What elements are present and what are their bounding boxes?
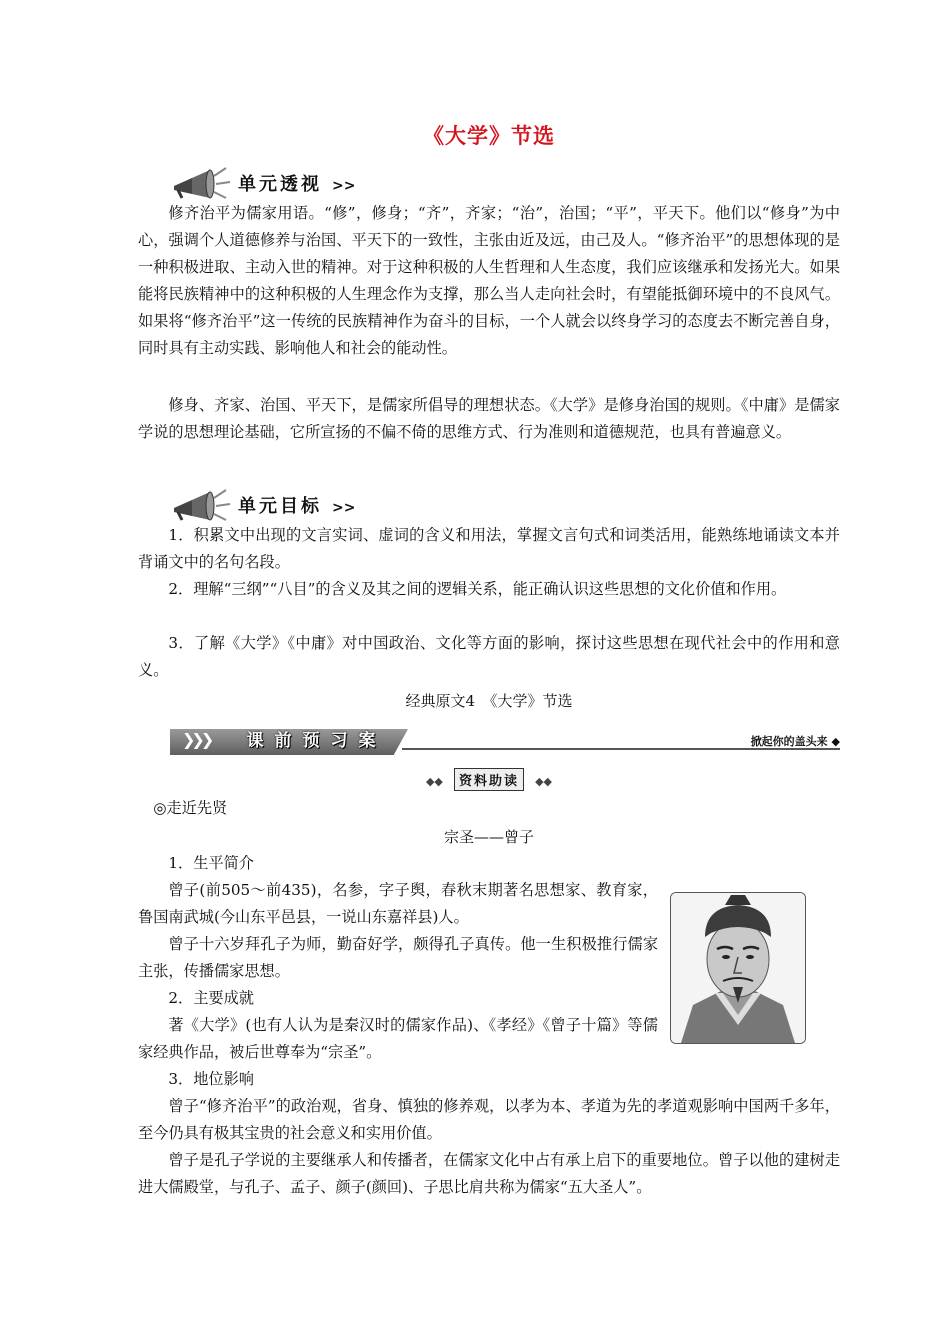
section-heading-arrows: >> xyxy=(332,178,356,194)
person-title: 宗圣——曾子 xyxy=(443,828,534,846)
bio-paragraph: 曾子十六岁拜孔子为师，勤奋好学，颇得孔子真传。他一生积极推行儒家主张，传播儒家思想。 xyxy=(138,935,658,980)
section-heading-unit-perspective xyxy=(170,166,355,200)
megaphone-icon xyxy=(170,166,234,200)
banner-char: 课 xyxy=(246,731,264,751)
banner-right-label: 掀起你的盖头来 xyxy=(750,735,828,748)
paragraph: 修身、齐家、治国、平天下，是儒家所倡导的理想状态。《大学》是修身治国的规则。《中庸》是儒家学说的思想理论基础，它所宣扬的不偏不倚的思维方式、行为准则和道德规范，也具有普遍意义。 xyxy=(138,396,840,441)
bio-paragraph: 曾子是孔子学说的主要继承人和传播者，在儒家文化中占有承上启下的重要地位。曾子以他的建树走进大儒殿堂，与孔子、孟子、颜子(颜回)、子思比肩共称为儒家“五大圣人”。 xyxy=(138,1151,840,1196)
section-heading-unit-goals xyxy=(170,488,355,522)
section-heading-text: 单元透视 xyxy=(238,174,322,195)
banner-right-text xyxy=(751,733,840,749)
bio-heading: 3．地位影响 xyxy=(168,1070,254,1088)
megaphone-icon xyxy=(170,488,234,522)
preview-banner xyxy=(170,725,840,759)
diamond-icon: ◆◆ xyxy=(535,775,553,788)
diamond-icon: ◆ xyxy=(831,735,840,748)
goal-item: 2．理解“三纲”“八目”的含义及其之间的逻辑关系，能正确认识这些思想的文化价值和作用。 xyxy=(168,580,787,598)
section-heading-arrows: >> xyxy=(332,500,356,516)
paragraph: 修齐治平为儒家用语。“修”，修身；“齐”，齐家；“治”，治国；“平”，平天下。他们以“修身”为中心，强调个人道德修养与治国、平天下的一致性，主张由近及远，由己及人。“修齐治平”的思想体现的是一种积极进取、主动入世的精神。对于这种积极的人生哲理和人生态度，我们应该继承和发扬光大。如果能将民族精神中的这种积极的人生理念作为支撑，那么当人走向社会时，有望能抵御环境中的不良风气。如果将“修齐治平”这一传统的民族精神作为奋斗的目标，一个人就会以终身学习的态度去不断完善自身，同时具有主动实践、影响他人和社会的能动性。 xyxy=(138,204,840,357)
portrait-image xyxy=(670,892,806,1044)
bio-heading: 1．生平简介 xyxy=(168,854,254,872)
bio-paragraph: 曾子“修齐治平”的政治观，省身、慎独的修养观，以孝为本、孝道为先的孝道观影响中国两千多年，至今仍具有极其宝贵的社会意义和实用价值。 xyxy=(138,1097,840,1142)
sub-banner-label: 资料助读 xyxy=(454,768,524,791)
section-heading-text: 单元目标 xyxy=(238,496,322,517)
banner-title xyxy=(242,729,380,754)
goal-item: 3．了解《大学》《中庸》对中国政治、文化等方面的影响，探讨这些思想在现代社会中的作用和意义。 xyxy=(138,634,840,679)
sub-banner xyxy=(138,768,840,791)
chevron-right-icon: ❯❯❯ xyxy=(182,730,211,749)
goal-item: 1．积累文中出现的文言实词、虚词的含义和用法，掌握文言句式和词类活用，能熟练地诵读文本并背诵文中的名句名段。 xyxy=(138,526,840,571)
diamond-icon: ◆◆ xyxy=(425,775,443,788)
banner-char: 前 xyxy=(274,731,292,751)
banner-char: 案 xyxy=(358,731,376,751)
bio-heading: 2．主要成就 xyxy=(168,989,254,1007)
bio-paragraph: 曾子(前505～前435)，名参，字子舆，春秋末期著名思想家、教育家，鲁国南武城(今山东平邑县，一说山东嘉祥县)人。 xyxy=(138,881,658,926)
portrait-figure xyxy=(671,893,805,1043)
banner-char: 习 xyxy=(330,731,348,751)
page-title: 《大学》节选 xyxy=(423,123,555,148)
bio-paragraph: 著《大学》(也有人认为是秦汉时的儒家作品)、《孝经》《曾子十篇》等儒家经典作品，被后世尊奉为“宗圣”。 xyxy=(138,1016,658,1061)
banner-char: 预 xyxy=(302,731,320,751)
approach-label: ◎走近先贤 xyxy=(153,799,228,817)
classic-text-title: 经典原文4 《大学》节选 xyxy=(405,692,573,710)
